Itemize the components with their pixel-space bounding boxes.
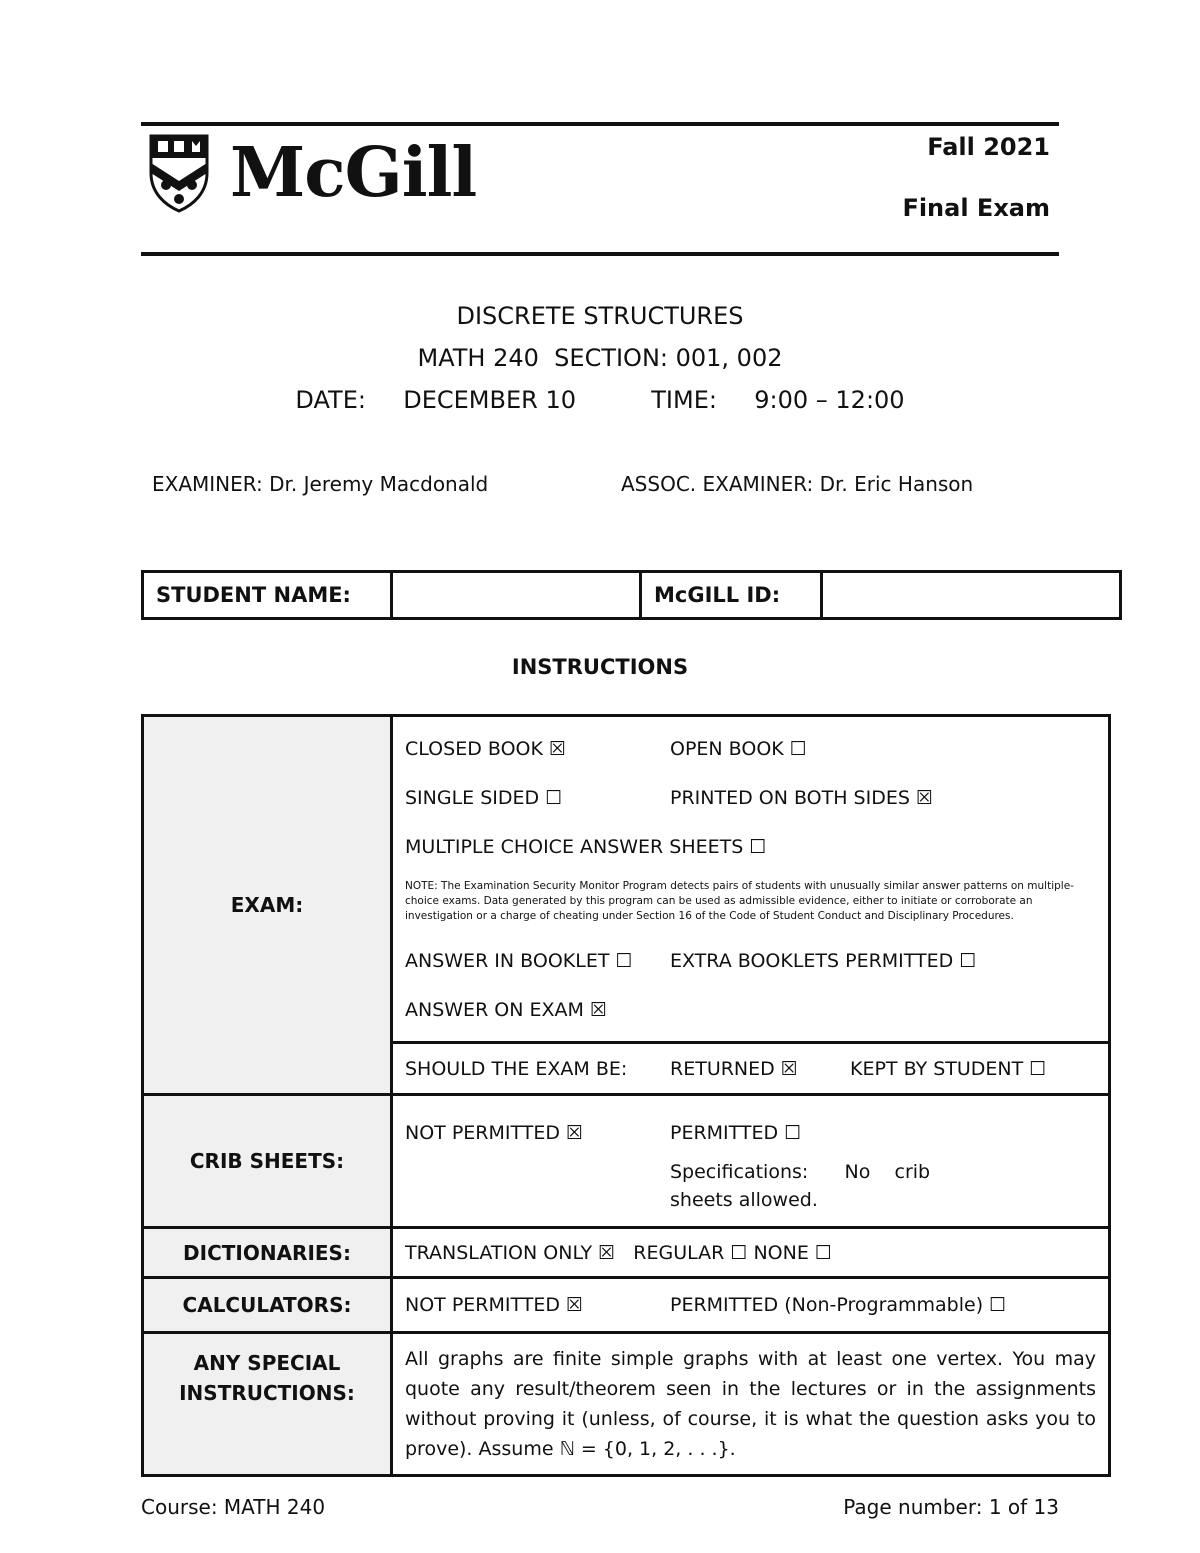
- closed-book-option: CLOSED BOOK ☒: [405, 737, 567, 760]
- exam-return-row: [392, 1043, 1110, 1095]
- date-label: DATE:: [295, 386, 366, 414]
- top-rule: [141, 122, 1059, 126]
- crib-not-permitted-option: NOT PERMITTED ☒: [405, 1122, 584, 1144]
- kept-by-student-option: KEPT BY STUDENT ☐: [850, 1057, 1047, 1080]
- exam-label: EXAM:: [143, 716, 392, 1095]
- extra-booklets-option: EXTRA BOOKLETS PERMITTED ☐: [670, 949, 977, 972]
- calculators-label: CALCULATORS:: [143, 1278, 392, 1333]
- instructions-heading: INSTRUCTIONS: [511, 655, 689, 679]
- dictionaries-label: DICTIONARIES:: [143, 1228, 392, 1278]
- instructions-table: [141, 714, 1111, 1477]
- special-label-line2: INSTRUCTIONS:: [179, 1381, 355, 1405]
- assoc-examiner: ASSOC. EXAMINER: Dr. Eric Hanson: [621, 472, 974, 496]
- exam-term: Fall 2021: [927, 133, 1050, 161]
- calc-permitted-option: PERMITTED (Non-Programmable) ☐: [670, 1294, 1007, 1316]
- mcgill-id-label: McGILL ID:: [641, 572, 822, 619]
- should-exam-be-label: SHOULD THE EXAM BE:: [405, 1057, 628, 1080]
- date-value: DECEMBER 10: [403, 386, 576, 414]
- answer-on-exam-option: ANSWER ON EXAM ☒: [405, 998, 607, 1021]
- header-bottom-rule: [141, 252, 1059, 256]
- both-sides-option: PRINTED ON BOTH SIDES ☒: [670, 786, 933, 809]
- crib-permitted-option: PERMITTED ☐: [670, 1122, 802, 1144]
- returned-option: RETURNED ☒: [670, 1057, 798, 1080]
- calc-not-permitted-option: NOT PERMITTED ☒: [405, 1294, 584, 1316]
- open-book-option: OPEN BOOK ☐: [670, 737, 807, 760]
- calculators-options: [392, 1278, 1110, 1333]
- footer-page-number: Page number: 1 of 13: [843, 1495, 1059, 1519]
- examiner: EXAMINER: Dr. Jeremy Macdonald: [152, 472, 489, 496]
- course-title: DISCRETE STRUCTURES: [456, 302, 744, 330]
- special-instructions-label: [143, 1333, 392, 1476]
- exam-options: [392, 716, 1110, 1043]
- mcgill-id-field[interactable]: [822, 572, 1121, 619]
- special-instructions-cell: [392, 1333, 1110, 1476]
- university-logo: [148, 133, 476, 213]
- special-label-line1: ANY SPECIAL: [193, 1351, 341, 1375]
- date-time-line: [0, 386, 1200, 414]
- special-instructions-text: All graphs are finite simple graphs with at least one vertex. You may quote any result/theorem seen in the lectures or in the assignments without proving it (unless, of course, it is what the question asks you to prove). Assume ℕ = {0, 1, 2, . . .}.: [405, 1348, 1096, 1460]
- course-code-section: MATH 240 SECTION: 001, 002: [417, 344, 783, 372]
- crib-sheets-options: [392, 1095, 1110, 1228]
- time-label: TIME:: [651, 386, 717, 414]
- answer-in-booklet-option: ANSWER IN BOOKLET ☐: [405, 949, 633, 972]
- dictionaries-options: TRANSLATION ONLY ☒ REGULAR ☐ NONE ☐: [392, 1228, 1110, 1278]
- student-name-field[interactable]: [392, 572, 641, 619]
- security-note: NOTE: The Examination Security Monitor Program detects pairs of students with unusually similar answer patterns on multiple-choice exams. Data generated by this program can be used as admissible evidence, either to initiate or corroborate an investigation or a charge of cheating under Section 16 of the Code of Student Conduct and Disciplinary Procedures.: [405, 880, 1074, 922]
- university-wordmark: McGill: [230, 133, 477, 213]
- crib-sheets-label: CRIB SHEETS:: [143, 1095, 392, 1228]
- exam-type: Final Exam: [902, 194, 1050, 222]
- time-value: 9:00 – 12:00: [754, 386, 905, 414]
- student-name-label: STUDENT NAME:: [143, 572, 392, 619]
- mc-answer-sheets-option: MULTIPLE CHOICE ANSWER SHEETS ☐: [405, 835, 767, 858]
- single-sided-option: SINGLE SIDED ☐: [405, 786, 563, 809]
- crib-specifications: Specifications: No crib sheets allowed.: [670, 1160, 955, 1211]
- footer-course: Course: MATH 240: [141, 1495, 326, 1519]
- crest-icon: [148, 133, 210, 213]
- student-id-table: [141, 570, 1122, 620]
